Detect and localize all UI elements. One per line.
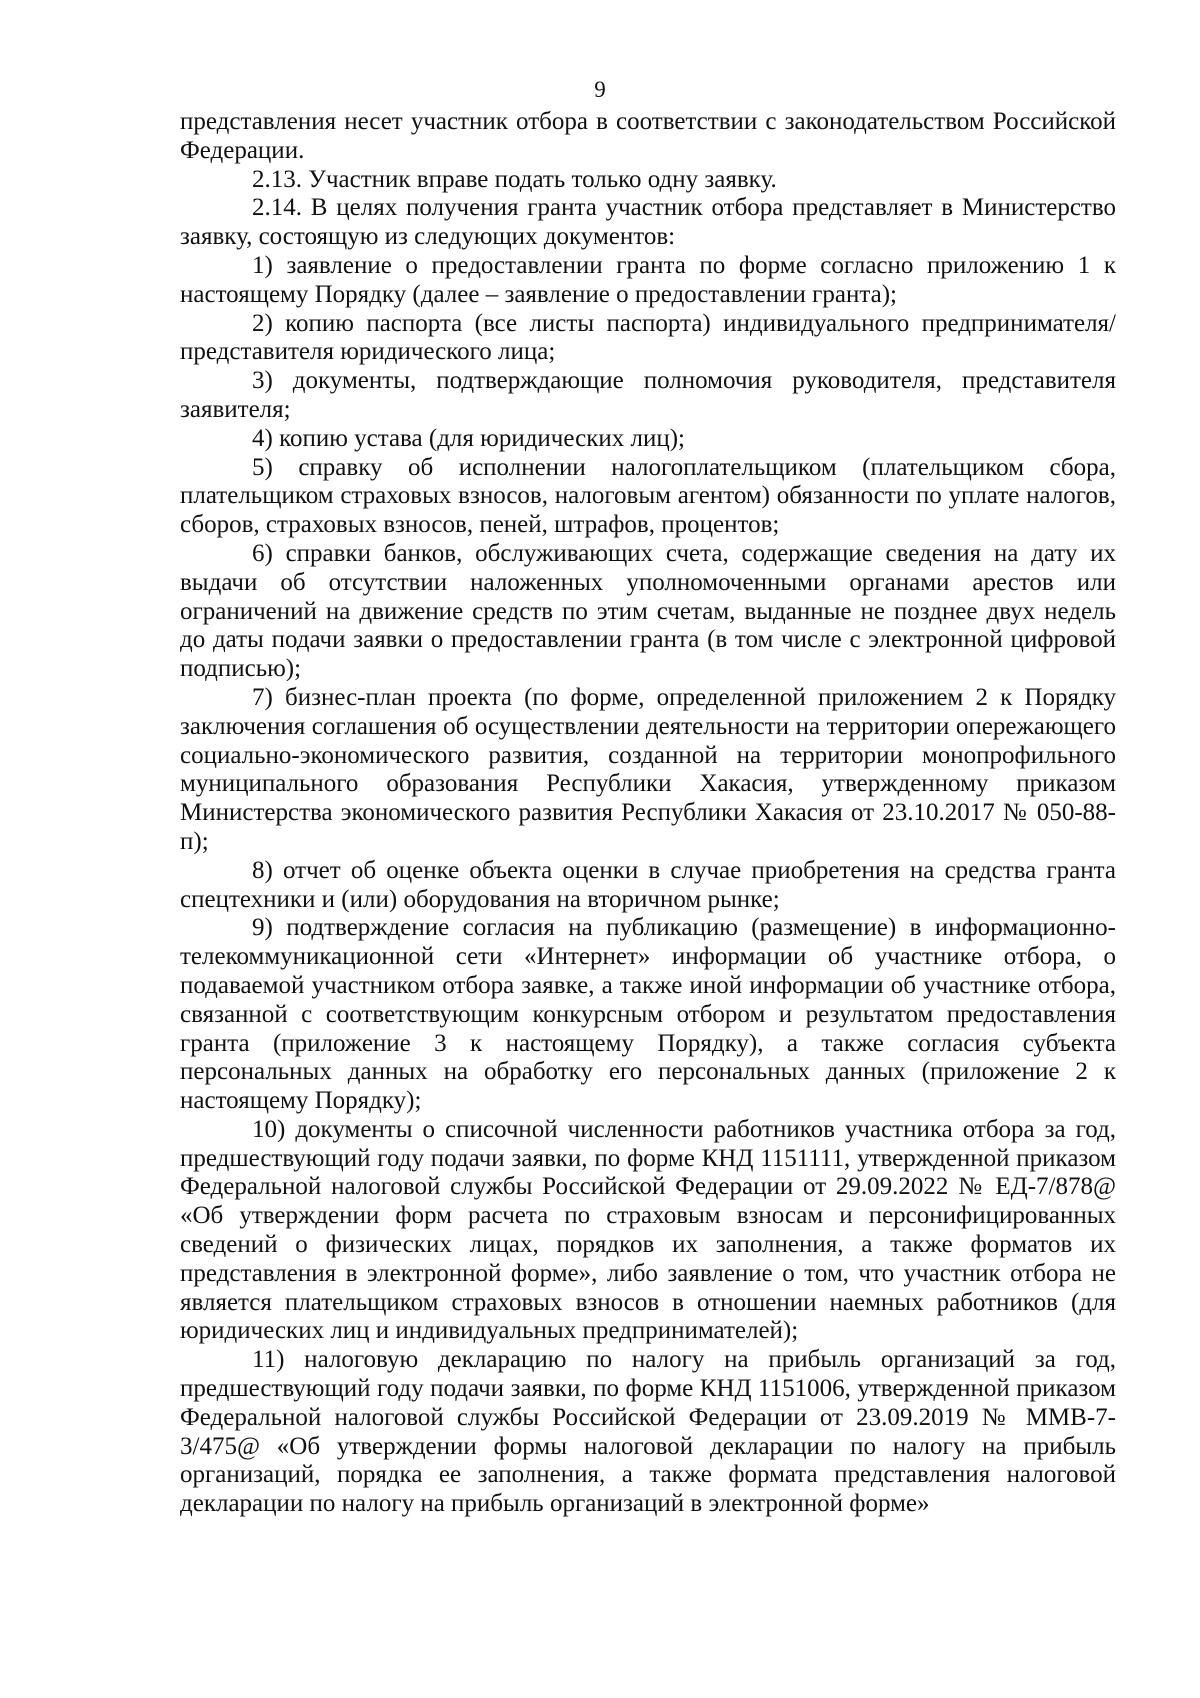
list-item: 8) отчет об оценке объекта оценки в случае приобретения на средства гранта спецтехники и (или) оборудования на вторичном рынке; xyxy=(180,856,1116,913)
list-item: 9) подтверждение согласия на публикацию (размещение) в информационно-телекоммуникационной сети «Интернет» информации об участнике отбора, о подаваемой участником отбора заявке, а также иной информации об участнике отбора, связанной с соответствующим конкурсным отбором и результатом предоставления гранта (приложение 3 к настоящему Порядку), а также согласия субъекта персональных данных на обработку его персональных данных (приложение 2 к настоящему Порядку); xyxy=(180,914,1116,1115)
list-item: 7) бизнес-план проекта (по форме, определенной приложением 2 к Порядку заключения соглашения об осуществлении деятельности на территории опережающего социально-экономического развития, созданной на территории монопрофильного муниципального образования Республики Хакасия, утвержденному приказом Министерства экономического развития Республики Хакасия от 23.10.2017 № 050-88-п); xyxy=(180,683,1116,855)
list-item: 6) справки банков, обслуживающих счета, содержащие сведения на дату их выдачи об отсутствии наложенных уполномоченными органами арестов или ограничений на движение средств по этим счетам, выданные не позднее двух недель до даты подачи заявки о предоставлении гранта (в том числе с электронной цифровой подписью); xyxy=(180,539,1116,683)
list-item: 4) копию устава (для юридических лиц); xyxy=(252,424,685,452)
list-item: 1) заявление о предоставлении гранта по форме согласно приложению 1 к настоящему Порядку (далее – заявление о предоставлении гранта); xyxy=(180,251,1116,308)
list-item: 5) справку об исполнении налогоплательщиком (плательщиком сбора, плательщиком страховых взносов, налоговым агентом) обязанности по уплате налогов, сборов, страховых взносов, пеней, штрафов, процентов; xyxy=(180,453,1116,539)
paragraph: 2.13. Участник вправе подать только одну заявку. xyxy=(252,165,777,193)
page-number: 9 xyxy=(594,77,606,102)
list-item: 10) документы о списочной численности работников участника отбора за год, предшествующий году подачи заявки, по форме КНД 1151111, утвержденной приказом Федеральной налоговой службы Российской Федерации от 29.09.2022 № ЕД-7/878@ «Об утверждении форм расчета по страховым взносам и персонифицированных сведений о физических лицах, порядков их заполнения, а также форматов их представления в электронной форме», либо заявление о том, что участник отбора не является плательщиком страховых взносов в отношении наемных работников (для юридических лиц и индивидуальных предпринимателей); xyxy=(180,1115,1116,1345)
list-item: 11) налоговую декларацию по налогу на прибыль организаций за год, предшествующий году подачи заявки, по форме КНД 1151006, утвержденной приказом Федеральной налоговой службы Российской Федерации от 23.09.2019 № ММВ-7-3/475@ «Об утверждении формы налоговой декларации по налогу на прибыль организаций, порядка ее заполнения, а также формата представления налоговой декларации по налогу на прибыль организаций в электронной форме» xyxy=(180,1346,1116,1518)
list-item: 2) копию паспорта (все листы паспорта) индивидуального предпринимателя/представителя юридического лица; xyxy=(180,309,1116,366)
paragraph: представления несет участник отбора в соответствии с законодательством Российской Федерации. xyxy=(180,108,1116,164)
paragraph: 2.14. В целях получения гранта участник отбора представляет в Министерство заявку, состоящую из следующих документов: xyxy=(180,194,1116,251)
list-item: 3) документы, подтверждающие полномочия руководителя, представителя заявителя; xyxy=(180,367,1116,423)
document-body xyxy=(180,108,1116,1519)
